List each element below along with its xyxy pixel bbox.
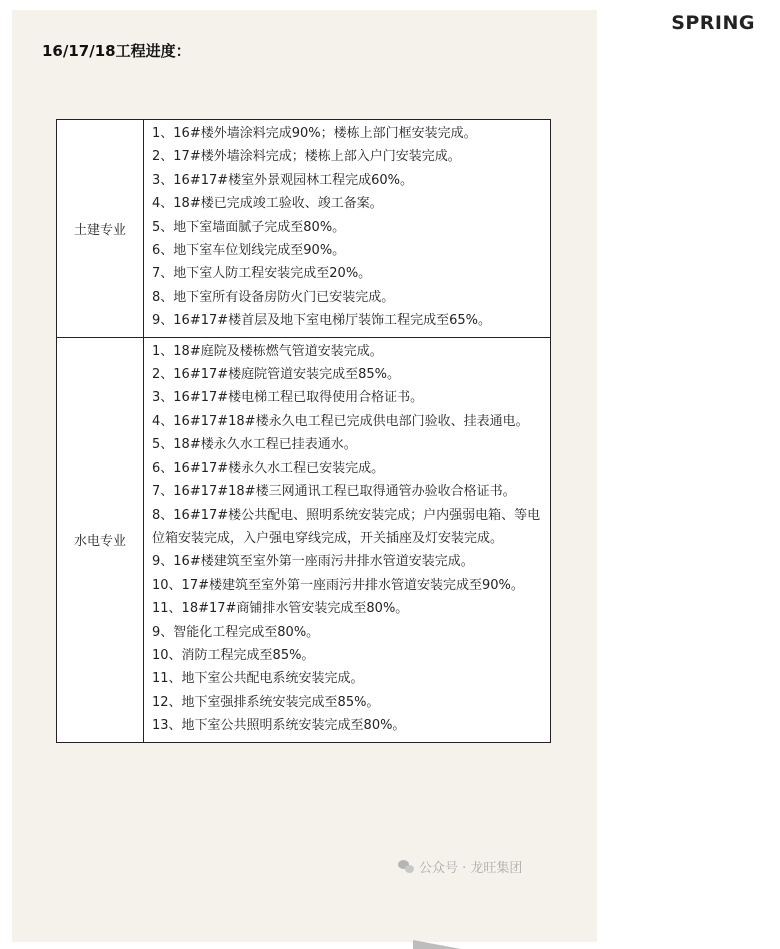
list-item: 1、18#庭院及楼栋燃气管道安装完成。 — [152, 343, 383, 359]
list-item: 3、16#17#楼室外景观园林工程完成60%。 — [152, 172, 414, 188]
list-item: 3、16#17#楼电梯工程已取得使用合格证书。 — [152, 390, 424, 406]
list-item: 2、16#17#楼庭院管道安装完成至85%。 — [152, 367, 401, 383]
list-item: 10、消防工程完成至85%。 — [152, 647, 315, 663]
items-cell-civil — [144, 120, 551, 338]
items-cell-mep — [144, 337, 551, 742]
list-item: 9、16#楼建筑至室外第一座雨污井排水管道安装完成。 — [152, 554, 474, 570]
category-cell-mep: 水电专业 — [57, 337, 144, 742]
list-item: 11、地下室公共配电系统安装完成。 — [152, 671, 364, 687]
category-cell-civil: 土建专业 — [57, 120, 144, 338]
watermark — [398, 857, 522, 876]
list-item: 1、16#楼外墙涂料完成90%；楼栋上部门框安装完成。 — [152, 126, 477, 141]
watermark-text: 公众号 · 龙旺集团 — [419, 861, 523, 876]
table-row-mep — [57, 337, 551, 742]
list-item: 9、智能化工程完成至80%。 — [152, 624, 320, 640]
list-item: 11、18#17#商铺排水管安装完成至80%。 — [152, 601, 409, 617]
list-item: 7、地下室人防工程安装完成至20%。 — [152, 266, 372, 282]
brand-label: SPRING — [671, 12, 755, 34]
list-item: 12、地下室强排系统安装完成至85%。 — [152, 694, 380, 710]
wechat-icon — [398, 860, 414, 874]
list-item: 2、17#楼外墙涂料完成；楼栋上部入户门安装完成。 — [152, 149, 461, 165]
progress-table — [56, 119, 551, 743]
list-item: 9、16#17#楼首层及地下室电梯厅装饰工程完成至65%。 — [152, 313, 492, 329]
list-item: 5、18#楼永久水工程已挂表通水。 — [152, 437, 357, 453]
list-item: 5、地下室墙面腻子完成至80%。 — [152, 219, 346, 235]
list-item: 6、地下室车位划线完成至90%。 — [152, 243, 346, 259]
list-item: 4、18#楼已完成竣工验收、竣工备案。 — [152, 196, 383, 212]
list-item: 8、16#17#楼公共配电、照明系统安装完成；户内强弱电箱、等电位箱安装完成，入户强电穿线完成，开关插座及灯安装完成。 — [152, 507, 541, 546]
table-row-civil — [57, 120, 551, 338]
page-title: 16/17/18工程进度： — [42, 42, 191, 60]
list-item: 13、地下室公共照明系统安装完成至80%。 — [152, 718, 406, 734]
list-item: 8、地下室所有设备房防火门已安装完成。 — [152, 289, 395, 305]
list-item: 10、17#楼建筑至室外第一座雨污井排水管道安装完成至90%。 — [152, 577, 524, 593]
list-item: 6、16#17#楼永久水工程已安装完成。 — [152, 460, 385, 476]
list-item: 4、16#17#18#楼永久电工程已完成供电部门验收、挂表通电。 — [152, 413, 529, 429]
list-item: 7、16#17#18#楼三网通讯工程已取得通管办验收合格证书。 — [152, 484, 516, 500]
